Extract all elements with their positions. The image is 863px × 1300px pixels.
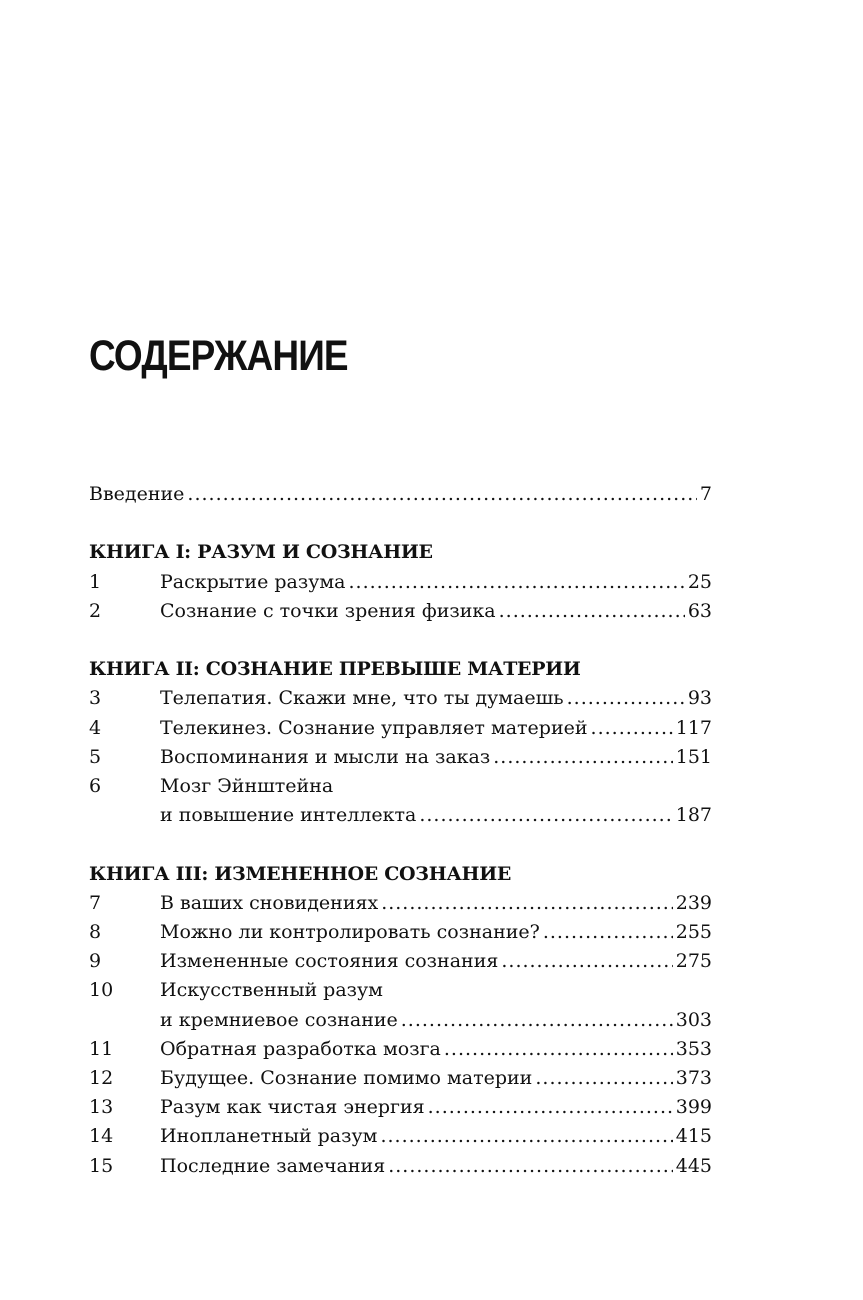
dot-leader xyxy=(388,1152,673,1181)
chapter-title: Можно ли контролировать сознание? xyxy=(160,921,540,943)
chapter-title-line xyxy=(160,743,712,772)
chapter-title: и повышение интеллекта xyxy=(160,804,417,827)
chapter-title: Телекинез. Сознание управляет материей xyxy=(160,716,588,739)
section-gap xyxy=(89,830,712,859)
section-gap xyxy=(89,509,712,538)
dot-leader xyxy=(187,480,696,509)
chapter-title-line: Мозг Эйнштейна xyxy=(160,775,334,797)
toc-chapter-entry[interactable] xyxy=(89,743,712,772)
chapter-title-line xyxy=(160,684,712,713)
toc-chapter-entry[interactable] xyxy=(89,714,712,743)
toc-chapter-entry[interactable] xyxy=(89,918,712,947)
chapter-number: 8 xyxy=(89,921,102,943)
page-number: 303 xyxy=(675,1008,712,1031)
toc-intro-label: Введение xyxy=(89,483,185,505)
toc-chapter-entry[interactable] xyxy=(89,772,712,830)
chapter-title-line xyxy=(160,714,712,743)
page-number: 415 xyxy=(675,1125,712,1148)
chapter-title: и кремниевое сознание xyxy=(160,1008,398,1031)
toc-chapter-entry[interactable] xyxy=(89,889,712,918)
chapter-title-block xyxy=(160,743,712,772)
chapter-title-line xyxy=(160,947,712,976)
chapter-title-line xyxy=(160,1035,712,1064)
dot-leader xyxy=(349,568,685,597)
toc-chapter-entry[interactable] xyxy=(89,1035,712,1064)
chapter-number: 15 xyxy=(89,1154,114,1177)
chapter-number: 3 xyxy=(89,687,102,710)
chapter-title-block xyxy=(160,1064,712,1093)
page-number: 373 xyxy=(675,1067,712,1090)
chapter-title-line xyxy=(160,1006,712,1035)
chapter-title-block xyxy=(160,684,712,713)
chapter-number: 2 xyxy=(89,599,102,622)
page-number: 445 xyxy=(675,1154,712,1177)
dot-leader xyxy=(380,1122,672,1151)
toc-chapter-entry[interactable] xyxy=(89,947,712,976)
chapter-number: 6 xyxy=(89,775,102,797)
chapter-title-block xyxy=(160,597,712,626)
chapter-number: 14 xyxy=(89,1125,114,1148)
chapter-title: Раскрытие разума xyxy=(160,570,346,593)
chapter-title-line xyxy=(160,597,712,626)
dot-leader xyxy=(591,714,673,743)
part-heading: КНИГА II: СОЗНАНИЕ ПРЕВЫШЕ МАТЕРИИ xyxy=(89,658,581,681)
chapter-title: Разум как чистая энергия xyxy=(160,1096,425,1119)
table-of-contents xyxy=(89,480,712,1181)
chapter-title-block xyxy=(160,714,712,743)
dot-leader xyxy=(499,597,685,626)
dot-leader xyxy=(381,889,673,918)
page-number: 117 xyxy=(675,716,712,739)
chapter-number: 7 xyxy=(89,891,102,914)
dot-leader xyxy=(444,1035,673,1064)
chapter-title-block xyxy=(160,1035,712,1064)
chapter-title: Обратная разработка мозга xyxy=(160,1037,441,1060)
chapter-number: 1 xyxy=(89,570,102,593)
dot-leader xyxy=(567,684,685,713)
toc-chapter-entry[interactable] xyxy=(89,568,712,597)
page-number: 187 xyxy=(675,804,712,827)
page-number: 255 xyxy=(675,921,712,943)
dot-leader xyxy=(501,947,672,976)
chapter-number: 13 xyxy=(89,1096,114,1119)
chapter-title-block xyxy=(160,918,712,947)
dot-leader xyxy=(535,1064,672,1093)
chapter-title-line xyxy=(160,1122,712,1151)
chapter-title-line: Искусственный разум xyxy=(160,979,383,1002)
chapter-number: 4 xyxy=(89,716,102,739)
chapter-title-block xyxy=(160,947,712,976)
chapter-title-line xyxy=(160,568,712,597)
chapter-title-line xyxy=(160,801,712,830)
toc-chapter-entry[interactable] xyxy=(89,1093,712,1122)
page-number: 151 xyxy=(675,745,712,768)
chapter-number: 5 xyxy=(89,745,102,768)
page-number: 93 xyxy=(687,687,712,710)
chapter-title: Будущее. Сознание помимо материи xyxy=(160,1067,533,1090)
page-number: 239 xyxy=(675,891,712,914)
dot-leader xyxy=(428,1093,673,1122)
toc-intro-page: 7 xyxy=(699,483,712,505)
page-number: 25 xyxy=(687,570,712,593)
page-number: 399 xyxy=(675,1096,712,1119)
page-number: 63 xyxy=(687,599,712,622)
part-heading: КНИГА I: РАЗУМ И СОЗНАНИЕ xyxy=(89,541,433,564)
toc-chapter-entry[interactable] xyxy=(89,1122,712,1151)
page-number: 275 xyxy=(675,950,712,973)
part-heading: КНИГА III: ИЗМЕНЕННОЕ СОЗНАНИЕ xyxy=(89,862,512,885)
chapter-title-line xyxy=(160,1064,712,1093)
chapter-title: Инопланетный разум xyxy=(160,1125,378,1148)
chapter-number: 11 xyxy=(89,1037,114,1060)
page-title: СОДЕРЖАНИЕ xyxy=(89,332,348,380)
toc-chapter-entry[interactable] xyxy=(89,976,712,1034)
chapter-title: Сознание с точки зрения физика xyxy=(160,599,496,622)
chapter-title-block xyxy=(160,976,712,1034)
chapter-title: В ваших сновидениях xyxy=(160,891,379,914)
page-number: 353 xyxy=(675,1037,712,1060)
chapter-title: Телепатия. Скажи мне, что ты думаешь xyxy=(160,687,564,710)
toc-chapter-entry[interactable] xyxy=(89,1152,712,1181)
chapter-title-block xyxy=(160,889,712,918)
toc-chapter-entry[interactable] xyxy=(89,1064,712,1093)
chapter-title-line xyxy=(160,1093,712,1122)
chapter-title: Воспоминания и мысли на заказ xyxy=(160,745,491,768)
dot-leader xyxy=(419,801,672,830)
chapter-title: Последние замечания xyxy=(160,1154,386,1177)
chapter-title-line xyxy=(160,1152,712,1181)
chapter-number: 9 xyxy=(89,950,102,973)
dot-leader xyxy=(401,1006,673,1035)
chapter-title-block xyxy=(160,1122,712,1151)
chapter-number: 10 xyxy=(89,979,114,1002)
chapter-title-block xyxy=(160,568,712,597)
dot-leader xyxy=(493,743,672,772)
chapter-title-block xyxy=(160,1152,712,1181)
toc-intro-entry[interactable] xyxy=(89,480,712,509)
dot-leader xyxy=(543,918,673,947)
chapter-title-block xyxy=(160,772,712,830)
toc-chapter-entry[interactable] xyxy=(89,597,712,626)
chapter-title: Измененные состояния сознания xyxy=(160,950,499,973)
chapter-title-block xyxy=(160,1093,712,1122)
chapter-title-line xyxy=(160,889,712,918)
section-gap xyxy=(89,626,712,655)
toc-chapter-entry[interactable] xyxy=(89,684,712,713)
chapter-title-line xyxy=(160,918,712,947)
chapter-number: 12 xyxy=(89,1067,114,1090)
